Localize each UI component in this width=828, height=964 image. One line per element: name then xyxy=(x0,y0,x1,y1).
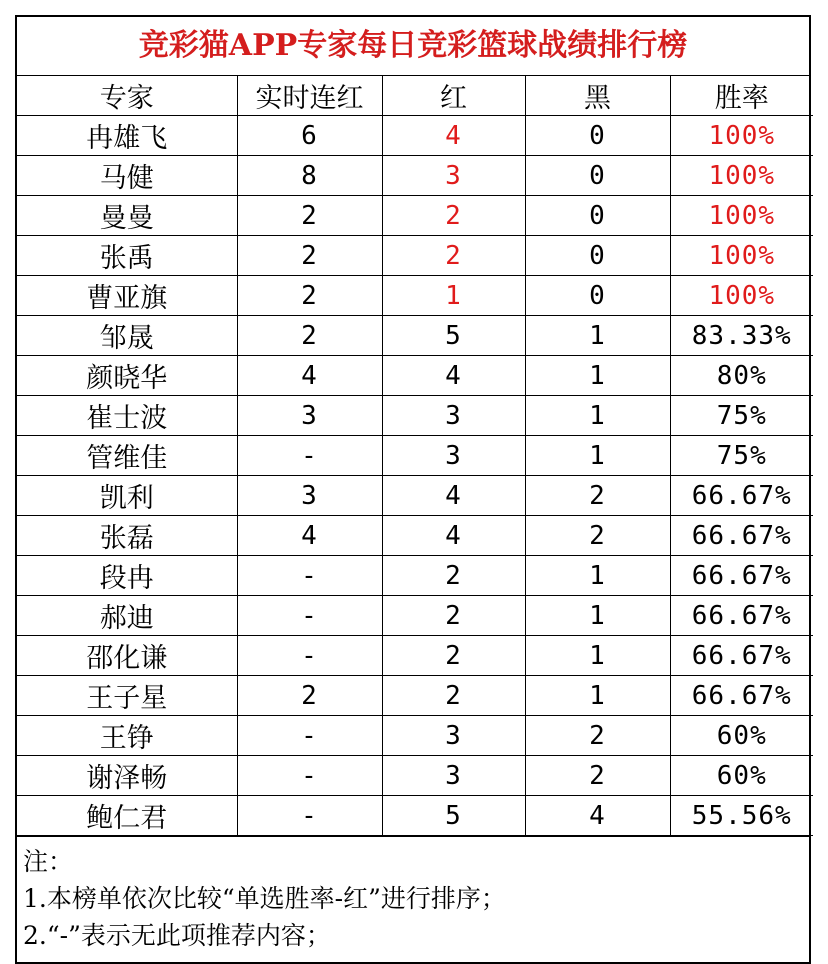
cell-red: 3 xyxy=(382,156,525,196)
ranking-table xyxy=(17,76,813,836)
cell-black: 0 xyxy=(525,276,670,316)
cell-expert-name: 曼曼 xyxy=(17,196,237,236)
table-row xyxy=(17,236,813,276)
table-row xyxy=(17,476,813,516)
cell-expert-name: 邵化谦 xyxy=(17,636,237,676)
cell-black: 0 xyxy=(525,156,670,196)
cell-black: 1 xyxy=(525,556,670,596)
cell-black: 2 xyxy=(525,476,670,516)
cell-black: 2 xyxy=(525,756,670,796)
cell-expert-name: 郝迪 xyxy=(17,596,237,636)
cell-streak: - xyxy=(237,436,382,476)
cell-expert-name: 冉雄飞 xyxy=(17,116,237,156)
cell-red: 4 xyxy=(382,476,525,516)
cell-win-rate: 100% xyxy=(670,156,813,196)
table-row xyxy=(17,596,813,636)
cell-win-rate: 75% xyxy=(670,436,813,476)
cell-black: 0 xyxy=(525,196,670,236)
cell-red: 2 xyxy=(382,596,525,636)
cell-streak: 8 xyxy=(237,156,382,196)
cell-black: 1 xyxy=(525,596,670,636)
cell-red: 3 xyxy=(382,396,525,436)
cell-streak: - xyxy=(237,636,382,676)
cell-expert-name: 凯利 xyxy=(17,476,237,516)
cell-streak: - xyxy=(237,596,382,636)
cell-black: 1 xyxy=(525,316,670,356)
cell-win-rate: 60% xyxy=(670,716,813,756)
cell-red: 2 xyxy=(382,636,525,676)
cell-expert-name: 邹晟 xyxy=(17,316,237,356)
cell-expert-name: 鲍仁君 xyxy=(17,796,237,836)
cell-red: 5 xyxy=(382,796,525,836)
cell-red: 3 xyxy=(382,716,525,756)
table-row xyxy=(17,436,813,476)
cell-win-rate: 55.56% xyxy=(670,796,813,836)
cell-win-rate: 80% xyxy=(670,356,813,396)
cell-win-rate: 100% xyxy=(670,276,813,316)
cell-streak: - xyxy=(237,556,382,596)
cell-black: 1 xyxy=(525,676,670,716)
cell-expert-name: 马健 xyxy=(17,156,237,196)
cell-win-rate: 66.67% xyxy=(670,516,813,556)
cell-streak: 2 xyxy=(237,316,382,356)
cell-win-rate: 100% xyxy=(670,196,813,236)
table-row xyxy=(17,196,813,236)
cell-expert-name: 颜晓华 xyxy=(17,356,237,396)
cell-red: 3 xyxy=(382,756,525,796)
cell-streak: 2 xyxy=(237,236,382,276)
table-row xyxy=(17,356,813,396)
cell-expert-name: 管维佳 xyxy=(17,436,237,476)
table-row xyxy=(17,676,813,716)
cell-streak: 2 xyxy=(237,196,382,236)
notes-heading: 注： xyxy=(23,847,74,876)
cell-red: 2 xyxy=(382,196,525,236)
cell-expert-name: 张磊 xyxy=(17,516,237,556)
cell-streak: - xyxy=(237,756,382,796)
cell-black: 1 xyxy=(525,436,670,476)
cell-win-rate: 66.67% xyxy=(670,476,813,516)
cell-red: 5 xyxy=(382,316,525,356)
cell-streak: - xyxy=(237,716,382,756)
table-row xyxy=(17,756,813,796)
cell-red: 3 xyxy=(382,436,525,476)
cell-red: 4 xyxy=(382,116,525,156)
table-row xyxy=(17,556,813,596)
cell-black: 1 xyxy=(525,356,670,396)
cell-win-rate: 66.67% xyxy=(670,636,813,676)
table-row xyxy=(17,516,813,556)
header-streak: 实时连红 xyxy=(237,76,382,116)
cell-expert-name: 谢泽畅 xyxy=(17,756,237,796)
note-line-2: 2.“-”表示无此项推荐内容； xyxy=(23,921,331,950)
cell-expert-name: 王子星 xyxy=(17,676,237,716)
cell-expert-name: 崔士波 xyxy=(17,396,237,436)
cell-expert-name: 段冉 xyxy=(17,556,237,596)
cell-win-rate: 100% xyxy=(670,116,813,156)
cell-expert-name: 张禹 xyxy=(17,236,237,276)
header-row xyxy=(17,76,813,116)
cell-red: 2 xyxy=(382,556,525,596)
cell-expert-name: 曹亚旗 xyxy=(17,276,237,316)
cell-black: 2 xyxy=(525,716,670,756)
cell-black: 0 xyxy=(525,236,670,276)
cell-win-rate: 66.67% xyxy=(670,596,813,636)
cell-red: 2 xyxy=(382,236,525,276)
cell-win-rate: 83.33% xyxy=(670,316,813,356)
cell-win-rate: 75% xyxy=(670,396,813,436)
cell-streak: 2 xyxy=(237,276,382,316)
header-expert: 专家 xyxy=(17,76,237,116)
cell-win-rate: 100% xyxy=(670,236,813,276)
cell-black: 4 xyxy=(525,796,670,836)
table-row xyxy=(17,276,813,316)
ranking-sheet xyxy=(15,15,811,964)
cell-red: 1 xyxy=(382,276,525,316)
table-row xyxy=(17,716,813,756)
table-row xyxy=(17,796,813,836)
cell-streak: - xyxy=(237,796,382,836)
cell-streak: 4 xyxy=(237,516,382,556)
cell-black: 0 xyxy=(525,116,670,156)
notes xyxy=(17,836,809,962)
cell-streak: 4 xyxy=(237,356,382,396)
header-black: 黑 xyxy=(525,76,670,116)
cell-win-rate: 66.67% xyxy=(670,556,813,596)
cell-black: 1 xyxy=(525,396,670,436)
table-row xyxy=(17,396,813,436)
cell-win-rate: 60% xyxy=(670,756,813,796)
cell-red: 2 xyxy=(382,676,525,716)
cell-black: 2 xyxy=(525,516,670,556)
cell-streak: 3 xyxy=(237,396,382,436)
cell-red: 4 xyxy=(382,516,525,556)
cell-black: 1 xyxy=(525,636,670,676)
cell-streak: 2 xyxy=(237,676,382,716)
header-red: 红 xyxy=(382,76,525,116)
page-title: 竞彩猫APP专家每日竞彩篮球战绩排行榜 xyxy=(17,17,809,76)
header-win-rate: 胜率 xyxy=(670,76,813,116)
table-row xyxy=(17,116,813,156)
table-row xyxy=(17,316,813,356)
cell-streak: 6 xyxy=(237,116,382,156)
note-line-1: 1.本榜单依次比较“单选胜率-红”进行排序； xyxy=(23,884,506,913)
table-body xyxy=(17,116,813,836)
cell-expert-name: 王铮 xyxy=(17,716,237,756)
cell-streak: 3 xyxy=(237,476,382,516)
table-row xyxy=(17,636,813,676)
cell-red: 4 xyxy=(382,356,525,396)
cell-win-rate: 66.67% xyxy=(670,676,813,716)
table-row xyxy=(17,156,813,196)
